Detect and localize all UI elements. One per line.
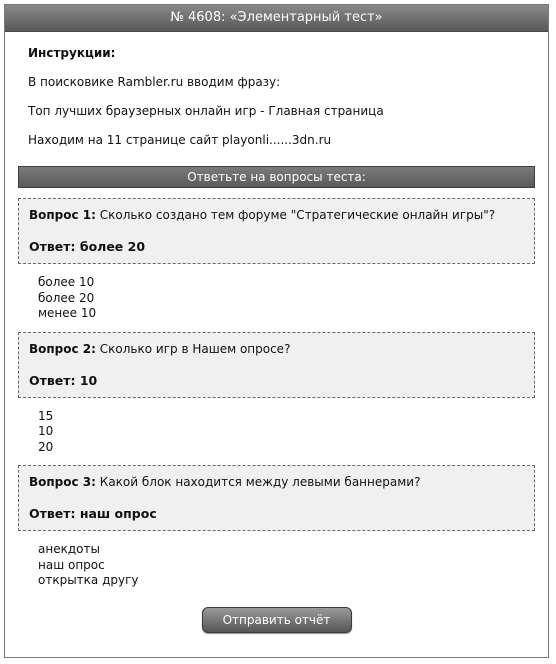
answer-option[interactable]: 20 <box>38 439 54 454</box>
answer-option[interactable]: анекдоты <box>38 542 100 556</box>
submit-area <box>18 607 535 633</box>
answer-text: Ответ: более 20 <box>29 239 146 254</box>
question-box <box>18 198 535 264</box>
answer-option[interactable]: более 20 <box>38 290 95 305</box>
question-box <box>18 332 535 398</box>
question-text <box>29 475 525 489</box>
submit-report-button[interactable]: Отправить отчёт <box>202 607 352 633</box>
answer-option[interactable]: более 10 <box>38 275 95 289</box>
window-title: № 4608: «Элементарный тест» <box>5 5 548 32</box>
instruction-line: В поисковике Rambler.ru вводим фразу: <box>28 75 281 89</box>
answer-option[interactable]: открытка другу <box>38 573 139 587</box>
question-label: Вопрос 2: <box>29 341 96 356</box>
question-body: Сколько создано тем форуме "Стратегические онлайн игры"? <box>99 208 496 222</box>
instruction-line: Топ лучших браузерных онлайн игр - Главная страница <box>28 104 384 118</box>
question-body: Какой блок находится между левыми баннерами? <box>99 475 421 489</box>
answer-option[interactable]: 10 <box>38 424 54 438</box>
test-content <box>5 32 548 633</box>
question-box <box>18 465 535 531</box>
question-label: Вопрос 3: <box>29 475 96 489</box>
question-label: Вопрос 1: <box>29 208 96 222</box>
instructions-heading: Инструкции: <box>28 46 116 60</box>
instruction-line: Находим на 11 странице сайт playonli......3dn.ru <box>28 133 332 147</box>
answer-option[interactable]: 15 <box>38 408 54 423</box>
answer-options <box>38 409 535 456</box>
answer-option[interactable]: наш опрос <box>38 557 105 572</box>
question-text <box>29 208 525 222</box>
answer-text: Ответ: 10 <box>29 372 98 388</box>
questions-section-header: Ответьте на вопросы теста: <box>18 166 535 188</box>
answer-option[interactable]: менее 10 <box>38 306 97 320</box>
answer-options <box>38 542 535 589</box>
answer-options <box>38 275 535 322</box>
question-body: Сколько игр в Нашем опросе? <box>99 341 291 356</box>
answer-text: Ответ: наш опрос <box>29 506 157 521</box>
question-text <box>29 342 525 356</box>
test-window <box>4 4 549 658</box>
